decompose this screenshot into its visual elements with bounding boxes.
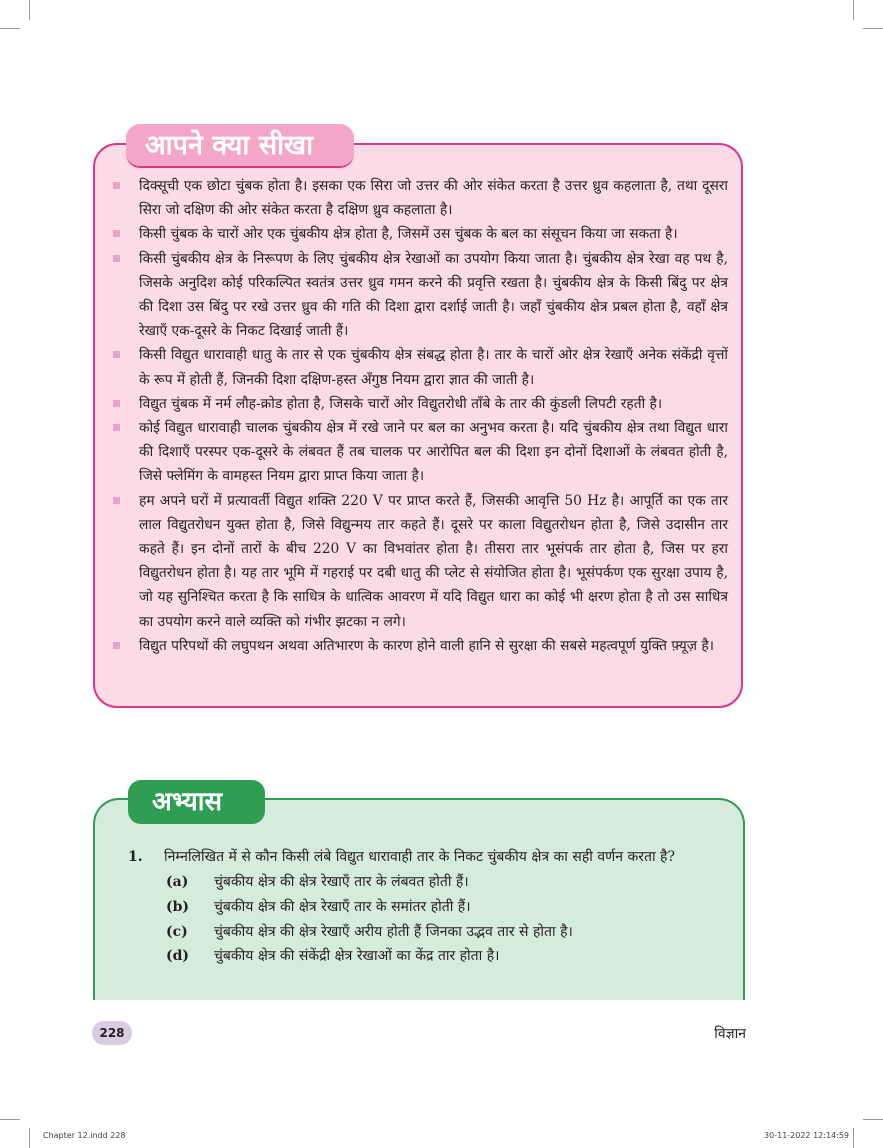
summary-title: आपने क्या सीखा	[145, 130, 314, 161]
bullet-square-icon	[113, 351, 120, 358]
summary-point: किसी चुंबकीय क्षेत्र के निरूपण के लिए चुंबकीय क्षेत्र रेखाओं का उपयोग किया जाता है। चुंबकीय क्षेत्र रेखा वह पथ है, जिसके अनुदिश कोई परिकल्पित स्वतंत्र उत्तर ध्रुव गमन करने की प्रवृत्ति रखता है। चुंबकीय क्षेत्र के किसी बिंदु पर क्षेत्र की दिशा उस बिंदु पर रखे उत्तर ध्रुव की गति की दिशा द्वारा दर्शाई जाती है। जहाँ चुंबकीय क्षेत्र प्रबल होता है, वहाँ क्षेत्र रेखाएँ एक-दूसरे के निकट दिखाई जाती हैं।	[113, 247, 728, 344]
print-slug-timestamp: 30-11-2022 12:14:59	[764, 1131, 849, 1140]
bullet-square-icon	[113, 255, 120, 262]
option-b-label: (b)	[166, 899, 190, 915]
option-a-label: (a)	[166, 874, 189, 890]
print-slug-file: Chapter 12.indd 228	[43, 1131, 126, 1140]
bullet-square-icon	[113, 182, 120, 189]
question-text: निम्नलिखित में से कौन किसी लंबे विद्युत धारावाही तार के निकट चुंबकीय क्षेत्र का सही वर्णन करता है?	[164, 849, 675, 865]
bullet-square-icon	[113, 424, 120, 431]
subject-name: विज्ञान	[714, 1026, 746, 1042]
summary-point: विद्युत चुंबक में नर्म लौह-क्रोड होता है, जिसके चारों ओर विद्युतरोधी ताँबे के तार की कुंडली लिपटी रहती है।	[113, 392, 728, 416]
bullet-square-icon	[113, 230, 120, 237]
crop-mark-bottom-left-h	[0, 1119, 20, 1120]
option-c-label: (c)	[166, 924, 188, 940]
exercise-title: अभ्यास	[152, 787, 223, 817]
page-number: 228	[92, 1021, 132, 1045]
crop-mark-top-right-h	[863, 28, 883, 29]
crop-mark-top-left-h	[0, 28, 20, 29]
crop-mark-bottom-right-v	[853, 1128, 854, 1148]
option-d-text: चुंबकीय क्षेत्र की संकेंद्री क्षेत्र रेखाओं का केंद्र तार होता है।	[214, 948, 500, 964]
option-a-text: चुंबकीय क्षेत्र की क्षेत्र रेखाएँ तार के लंबवत होती हैं।	[214, 874, 469, 890]
crop-mark-top-right-v	[853, 0, 854, 20]
summary-point: कोई विद्युत धारावाही चालक चुंबकीय क्षेत्र में रखे जाने पर बल का अनुभव करता है। यदि चुंबकीय क्षेत्र तथा विद्युत धारा की दिशाएँ परस्पर एक-दूसरे के लंबवत हैं तब चालक पर आरोपित बल की दिशा इन दोनों दिशाओं के लंबवत होती है, जिसे फ्लेमिंग के वामहस्त नियम द्वारा प्राप्त किया जाता है।	[113, 416, 728, 489]
bullet-square-icon	[113, 642, 120, 649]
summary-point: किसी विद्युत धारावाही धातु के तार से एक चुंबकीय क्षेत्र संबद्ध होता है। तार के चारों ओर क्षेत्र रेखाएँ अनेक संकेंद्री वृत्तों के रूप में होती हैं, जिनकी दिशा दक्षिण-हस्त अँगुष्ठ नियम द्वारा ज्ञात की जाती है।	[113, 343, 728, 391]
bullet-square-icon	[113, 400, 120, 407]
summary-point: हम अपने घरों में प्रत्यावर्ती विद्युत शक्ति 220 V पर प्राप्त करते हैं, जिसकी आवृत्ति 50 Hz है। आपूर्ति का एक तार लाल विद्युतरोधन युक्त होता है, जिसे विद्युन्मय तार कहते हैं। दूसरे पर काला विद्युतरोधन होता है, जिसे उदासीन तार कहते हैं। इन दोनों तारों के बीच 220 V का विभवांतर होता है। तीसरा तार भूसंपर्क तार होता है, जिस पर हरा विद्युतरोधन होता है। यह तार भूमि में गहराई पर दबी धातु की प्लेट से संयोजित होता है। भूसंपर्कण एक सुरक्षा उपाय है, जो यह सुनिश्चित करता है कि साधित्र के धात्विक आवरण में यदि विद्युत धारा का कोई भी क्षरण होता है तो उस साधित्र का उपयोग करने वाले व्यक्ति को गंभीर झटका न लगे।	[113, 489, 728, 634]
summary-point: विद्युत परिपथों की लघुपथन अथवा अतिभारण के कारण होने वाली हानि से सुरक्षा की सबसे महत्वपूर्ण युक्ति फ़्यूज़ है।	[113, 634, 728, 658]
crop-mark-bottom-left-v	[29, 1128, 30, 1148]
summary-point: दिक्सूची एक छोटा चुंबक होता है। इसका एक सिरा जो उत्तर की ओर संकेत करता है उत्तर ध्रुव कहलाता है, तथा दूसरा सिरा जो दक्षिण की ओर संकेत करता है दक्षिण ध्रुव कहलाता है।	[113, 174, 728, 222]
crop-mark-top-left-v	[29, 0, 30, 20]
option-b-text: चुंबकीय क्षेत्र की क्षेत्र रेखाएँ तार के समांतर होती हैं।	[214, 899, 471, 915]
crop-mark-bottom-right-h	[863, 1119, 883, 1120]
summary-point: किसी चुंबक के चारों ओर एक चुंबकीय क्षेत्र होता है, जिसमें उस चुंबक के बल का संसूचन किया जा सकता है।	[113, 222, 728, 246]
question-number: 1.	[128, 849, 143, 865]
bullet-square-icon	[113, 497, 120, 504]
option-d-label: (d)	[166, 948, 190, 964]
summary-points	[113, 174, 728, 658]
option-c-text: चुंबकीय क्षेत्र की क्षेत्र रेखाएँ अरीय होती हैं जिनका उद्भव तार से होता है।	[214, 924, 573, 940]
